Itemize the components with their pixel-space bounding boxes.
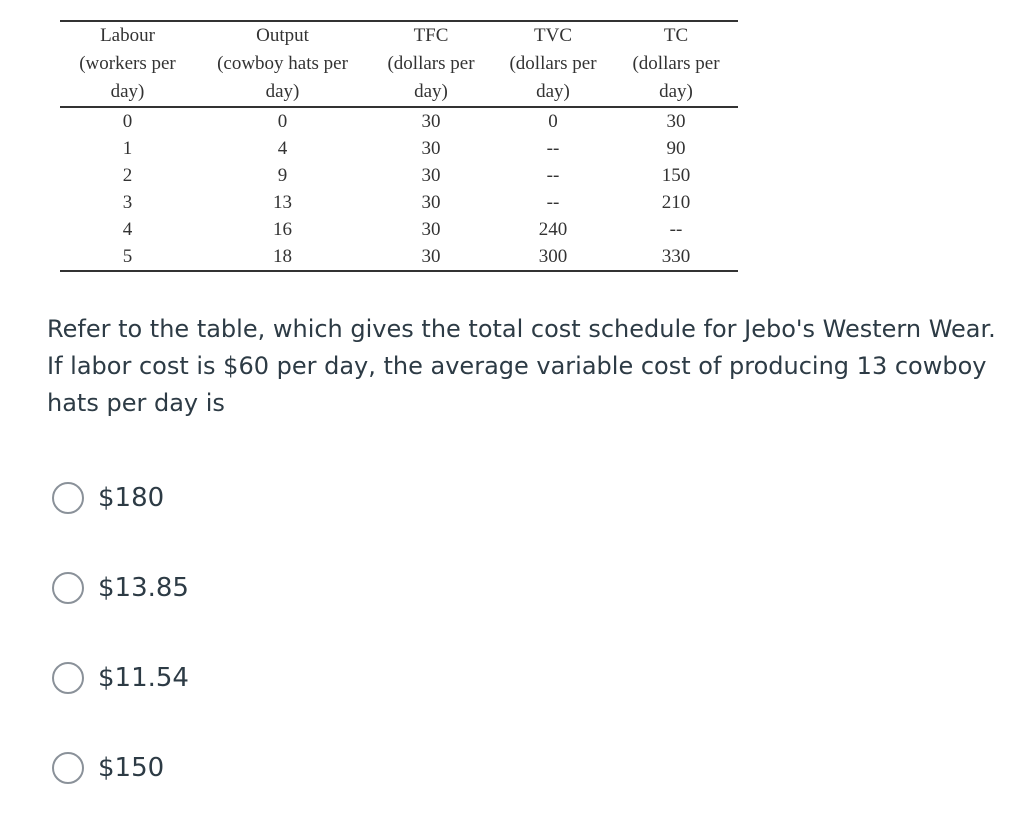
cell-tc: 90 [666, 138, 686, 159]
radio-unchecked-icon[interactable] [52, 752, 84, 784]
radio-unchecked-icon[interactable] [52, 572, 84, 604]
cell-tvc: 240 [538, 219, 568, 240]
table-row [60, 107, 738, 135]
answer-label[interactable]: $11.54 [98, 663, 189, 693]
answer-option[interactable] [52, 566, 189, 610]
table-header-row [60, 21, 738, 107]
answer-option[interactable] [52, 746, 164, 790]
header-line: day) [659, 81, 693, 102]
header-tvc [492, 21, 614, 107]
header-tc [614, 21, 738, 107]
header-line: day) [110, 81, 145, 102]
question-text: Refer to the table, which gives the total cost schedule for Jebo's Western Wear. If labor cost is $60 per day, the average variable cost of producing 13 cowboy hats per day is [47, 315, 996, 417]
cell-tvc: 300 [492, 243, 614, 271]
header-line: day) [414, 81, 448, 102]
answer-label[interactable]: $180 [98, 483, 165, 513]
cell-tc: 30 [666, 111, 686, 132]
cell-output: 16 [273, 219, 292, 240]
cell-tvc: -- [546, 138, 560, 159]
cell-tfc: 30 [370, 243, 492, 271]
cell-output: 4 [277, 138, 288, 159]
table-row [60, 135, 738, 162]
cell-tfc: 30 [421, 165, 441, 186]
header-line: (dollars per [387, 53, 475, 74]
header-labour [60, 21, 195, 107]
cell-labour: 0 [122, 111, 133, 132]
cell-tfc: 30 [421, 219, 441, 240]
cell-output: 0 [277, 111, 288, 132]
header-line: (dollars per [632, 53, 720, 74]
cell-output: 13 [273, 192, 292, 213]
cell-tc: 150 [661, 165, 691, 186]
header-line: day) [536, 81, 570, 102]
cell-labour: 5 [60, 243, 195, 271]
cell-tc: -- [669, 219, 683, 240]
table-row [60, 189, 738, 216]
table-row [60, 162, 738, 189]
header-line: (workers per [79, 53, 176, 74]
header-line: TFC [413, 25, 449, 46]
cost-table [60, 20, 738, 272]
radio-unchecked-icon[interactable] [52, 662, 84, 694]
header-line: (dollars per [509, 53, 597, 74]
header-line: (cowboy hats per [217, 53, 348, 74]
table-row [60, 243, 738, 271]
header-line: day) [265, 81, 300, 102]
header-tfc [370, 21, 492, 107]
cell-output: 9 [277, 165, 288, 186]
answer-label[interactable]: $13.85 [98, 573, 189, 603]
answer-option[interactable] [52, 476, 164, 520]
answer-option[interactable] [52, 656, 189, 700]
cell-labour: 4 [122, 219, 133, 240]
header-output [195, 21, 370, 107]
cell-tvc: 0 [548, 111, 558, 132]
cell-labour: 3 [122, 192, 133, 213]
radio-unchecked-icon[interactable] [52, 482, 84, 514]
answer-label[interactable]: $150 [98, 753, 165, 783]
cost-table-container [60, 20, 738, 272]
cell-tvc: -- [546, 165, 560, 186]
cell-tfc: 30 [421, 138, 441, 159]
cell-labour: 1 [122, 138, 133, 159]
cell-tvc: -- [546, 192, 560, 213]
table-row [60, 216, 738, 243]
header-line: TVC [534, 25, 572, 46]
header-line: TC [663, 25, 689, 46]
cell-tfc: 30 [421, 111, 441, 132]
header-line: Labour [100, 25, 155, 46]
cell-tc: 330 [614, 243, 738, 271]
cell-output: 18 [195, 243, 370, 271]
header-line: Output [256, 25, 309, 46]
cell-labour: 2 [122, 165, 133, 186]
cell-tfc: 30 [421, 192, 441, 213]
cell-tc: 210 [661, 192, 691, 213]
